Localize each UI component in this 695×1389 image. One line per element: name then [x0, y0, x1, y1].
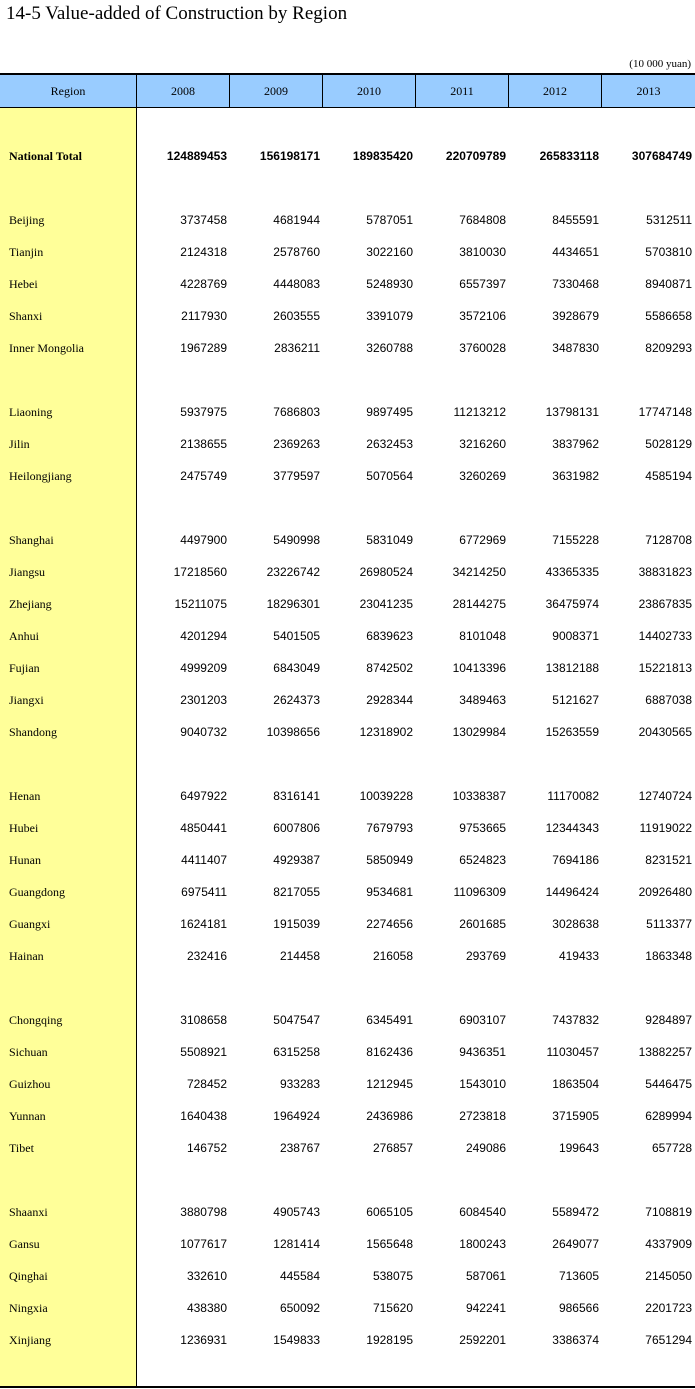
- value-cell-2011: 220709789: [445, 149, 506, 163]
- value-cell-2009: 8316141: [273, 789, 320, 803]
- region-name: Ningxia: [9, 1300, 48, 1315]
- value-cell-2010: 216058: [372, 949, 413, 963]
- table-row: [0, 780, 695, 812]
- value-cell-2012: 986566: [558, 1301, 599, 1315]
- value-cell-2011: 9436351: [459, 1045, 506, 1059]
- value-cell-2010: 5070564: [366, 469, 413, 483]
- value-cell-2013: 11919022: [639, 821, 692, 835]
- table-row: [0, 812, 695, 844]
- value-cell-2009: 7686803: [273, 405, 320, 419]
- value-cell-2009: 3779597: [273, 469, 320, 483]
- value-cell-2010: 7679793: [366, 821, 413, 835]
- table-row: [0, 588, 695, 620]
- value-cell-2008: 3737458: [180, 213, 227, 227]
- value-cell-2010: 5787051: [366, 213, 413, 227]
- region-name: Sichuan: [9, 1044, 48, 1059]
- region-name: Hainan: [9, 948, 44, 963]
- table-row: [0, 460, 695, 492]
- value-cell-2008: 2138655: [180, 437, 227, 451]
- value-cell-2008: 2117930: [181, 309, 227, 323]
- region-name: Shandong: [9, 724, 57, 739]
- value-cell-2010: 3022160: [366, 245, 413, 259]
- value-cell-2013: 5312511: [646, 213, 692, 227]
- value-cell-2008: 6975411: [181, 885, 227, 899]
- table-row: [0, 1260, 695, 1292]
- table-row: [0, 940, 695, 972]
- region-name: Jiangxi: [9, 692, 44, 707]
- table-row: [0, 684, 695, 716]
- value-cell-2013: 7128708: [645, 533, 692, 547]
- value-cell-2009: 23226742: [266, 565, 320, 579]
- value-cell-2008: 2301203: [180, 693, 227, 707]
- value-cell-2012: 3631982: [552, 469, 599, 483]
- value-cell-2012: 7330468: [552, 277, 599, 291]
- column-header-2012: 2012: [509, 75, 602, 108]
- value-cell-2010: 6345491: [366, 1013, 413, 1027]
- value-cell-2013: 14402733: [638, 629, 692, 643]
- value-cell-2008: 1077617: [180, 1237, 227, 1251]
- value-cell-2013: 307684749: [631, 149, 692, 163]
- value-cell-2010: 6839623: [366, 629, 413, 643]
- region-name: Fujian: [9, 660, 40, 675]
- value-cell-2009: 1964924: [273, 1109, 320, 1123]
- value-cell-2011: 293769: [465, 949, 506, 963]
- table-row: [0, 652, 695, 684]
- value-cell-2008: 4411407: [181, 853, 227, 867]
- bottom-rule: [0, 1386, 695, 1388]
- value-cell-2008: 5508921: [180, 1045, 227, 1059]
- value-cell-2013: 13882257: [638, 1045, 692, 1059]
- region-name: Anhui: [9, 628, 39, 643]
- region-name: Shanxi: [9, 308, 43, 323]
- value-cell-2010: 9897495: [366, 405, 413, 419]
- value-cell-2009: 4929387: [273, 853, 320, 867]
- value-cell-2008: 9040732: [180, 725, 227, 739]
- region-name: National Total: [9, 148, 83, 163]
- value-cell-2009: 6007806: [273, 821, 320, 835]
- value-cell-2011: 2592201: [459, 1333, 506, 1347]
- value-cell-2013: 15221813: [638, 661, 692, 675]
- value-cell-2010: 3260788: [366, 341, 413, 355]
- value-cell-2008: 438380: [186, 1301, 227, 1315]
- value-cell-2009: 5047547: [273, 1013, 320, 1027]
- value-cell-2010: 2274656: [366, 917, 413, 931]
- column-header-2010: 2010: [323, 75, 416, 108]
- value-cell-2011: 13029984: [452, 725, 506, 739]
- table-row: [0, 556, 695, 588]
- region-name: Tibet: [9, 1140, 34, 1155]
- region-name: Shaanxi: [9, 1204, 48, 1219]
- column-header-2008: 2008: [137, 75, 230, 108]
- value-cell-2009: 933283: [279, 1077, 320, 1091]
- value-cell-2008: 4999209: [180, 661, 227, 675]
- value-cell-2008: 17218560: [173, 565, 227, 579]
- value-cell-2011: 3760028: [459, 341, 506, 355]
- value-cell-2012: 7694186: [552, 853, 599, 867]
- value-cell-2012: 1863504: [552, 1077, 599, 1091]
- value-cell-2012: 14496424: [545, 885, 599, 899]
- value-cell-2008: 1640438: [180, 1109, 227, 1123]
- value-cell-2013: 5703810: [645, 245, 692, 259]
- value-cell-2013: 1863348: [645, 949, 692, 963]
- table-row: [0, 332, 695, 364]
- table-row: [0, 620, 695, 652]
- table-row: [0, 396, 695, 428]
- value-cell-2010: 3391079: [366, 309, 413, 323]
- value-cell-2012: 4434651: [552, 245, 599, 259]
- value-cell-2011: 3572106: [459, 309, 506, 323]
- table-row: [0, 1068, 695, 1100]
- value-cell-2008: 4228769: [180, 277, 227, 291]
- table-row: [0, 1196, 695, 1228]
- value-cell-2008: 4497900: [180, 533, 227, 547]
- value-cell-2010: 715620: [372, 1301, 413, 1315]
- table-row: [0, 1100, 695, 1132]
- region-name: Henan: [9, 788, 41, 803]
- region-name: Shanghai: [9, 532, 54, 547]
- value-cell-2008: 3880798: [180, 1205, 227, 1219]
- value-cell-2013: 2201723: [645, 1301, 692, 1315]
- value-cell-2009: 1915039: [273, 917, 320, 931]
- value-cell-2009: 1281414: [273, 1237, 320, 1251]
- value-cell-2011: 3810030: [459, 245, 506, 259]
- column-header-2009: 2009: [230, 75, 323, 108]
- value-cell-2012: 11170082: [547, 789, 599, 803]
- value-cell-2011: 3216260: [459, 437, 506, 451]
- table-row: [0, 204, 695, 236]
- value-cell-2011: 6084540: [459, 1205, 506, 1219]
- value-cell-2009: 2578760: [273, 245, 320, 259]
- region-name: Jilin: [9, 436, 30, 451]
- value-cell-2008: 1967289: [180, 341, 227, 355]
- value-cell-2013: 6887038: [645, 693, 692, 707]
- value-cell-2011: 10338387: [452, 789, 506, 803]
- value-cell-2011: 6903107: [459, 1013, 506, 1027]
- value-cell-2013: 4585194: [645, 469, 692, 483]
- value-cell-2009: 10398656: [266, 725, 320, 739]
- table-row: [0, 268, 695, 300]
- value-cell-2011: 10413396: [452, 661, 506, 675]
- value-cell-2012: 11030457: [546, 1045, 599, 1059]
- value-cell-2013: 7108819: [645, 1205, 692, 1219]
- value-cell-2013: 12740724: [638, 789, 692, 803]
- value-cell-2010: 2436986: [366, 1109, 413, 1123]
- value-cell-2013: 9284897: [645, 1013, 692, 1027]
- value-cell-2012: 713605: [558, 1269, 599, 1283]
- value-cell-2012: 7155228: [552, 533, 599, 547]
- value-cell-2008: 1624181: [180, 917, 227, 931]
- value-cell-2011: 11096309: [453, 885, 506, 899]
- region-name: Guangdong: [9, 884, 65, 899]
- value-cell-2010: 1565648: [366, 1237, 413, 1251]
- value-cell-2010: 12318902: [359, 725, 413, 739]
- value-cell-2009: 214458: [279, 949, 320, 963]
- region-name: Hunan: [9, 852, 41, 867]
- value-cell-2012: 2649077: [552, 1237, 599, 1251]
- value-cell-2011: 1800243: [459, 1237, 506, 1251]
- value-cell-2008: 124889453: [166, 149, 227, 163]
- unit-label: (10 000 yuan): [629, 58, 691, 70]
- header-rule: [0, 107, 695, 108]
- value-cell-2010: 2928344: [366, 693, 413, 707]
- value-cell-2009: 1549833: [273, 1333, 320, 1347]
- value-cell-2013: 6289994: [645, 1109, 692, 1123]
- value-cell-2012: 7437832: [552, 1013, 599, 1027]
- table-row: [0, 1036, 695, 1068]
- value-cell-2010: 1928195: [366, 1333, 413, 1347]
- value-cell-2008: 2475749: [180, 469, 227, 483]
- value-cell-2011: 3489463: [459, 693, 506, 707]
- value-cell-2012: 43365335: [545, 565, 599, 579]
- value-cell-2010: 5831049: [366, 533, 413, 547]
- region-name: Guizhou: [9, 1076, 51, 1091]
- value-cell-2012: 419433: [558, 949, 599, 963]
- value-cell-2011: 1543010: [459, 1077, 506, 1091]
- value-cell-2008: 2124318: [180, 245, 227, 259]
- value-cell-2009: 238767: [279, 1141, 320, 1155]
- column-header-2013: 2013: [636, 84, 661, 98]
- value-cell-2011: 11213212: [453, 405, 506, 419]
- value-cell-2011: 34214250: [452, 565, 506, 579]
- value-cell-2009: 4448083: [273, 277, 320, 291]
- value-cell-2012: 15263559: [545, 725, 599, 739]
- table-row: [0, 428, 695, 460]
- value-cell-2008: 1236931: [180, 1333, 227, 1347]
- region-name: Yunnan: [9, 1108, 46, 1123]
- value-cell-2009: 4681944: [273, 213, 320, 227]
- value-cell-2011: 9753665: [459, 821, 506, 835]
- value-cell-2009: 2369263: [273, 437, 320, 451]
- value-cell-2009: 2836211: [274, 341, 320, 355]
- value-cell-2013: 2145050: [645, 1269, 692, 1283]
- value-cell-2013: 23867835: [638, 597, 692, 611]
- value-cell-2010: 26980524: [359, 565, 413, 579]
- column-header-region: Region: [0, 75, 137, 108]
- value-cell-2012: 36475974: [545, 597, 599, 611]
- value-cell-2008: 4201294: [180, 629, 227, 643]
- value-cell-2012: 265833118: [539, 149, 599, 163]
- value-cell-2009: 5490998: [273, 533, 320, 547]
- value-cell-2011: 249086: [465, 1141, 506, 1155]
- region-name: Hubei: [9, 820, 39, 835]
- value-cell-2012: 3715905: [552, 1109, 599, 1123]
- value-cell-2008: 5937975: [180, 405, 227, 419]
- value-cell-2011: 7684808: [459, 213, 506, 227]
- value-cell-2010: 8742502: [366, 661, 413, 675]
- value-cell-2009: 4905743: [273, 1205, 320, 1219]
- region-name: Liaoning: [9, 404, 53, 419]
- value-cell-2013: 8209293: [645, 341, 692, 355]
- table-row: [0, 1324, 695, 1356]
- table-row: [0, 716, 695, 748]
- value-cell-2009: 6315258: [273, 1045, 320, 1059]
- value-cell-2008: 4850441: [180, 821, 227, 835]
- table-row: [0, 524, 695, 556]
- table-title: 14-5 Value-added of Construction by Region: [6, 3, 348, 24]
- value-cell-2010: 2632453: [366, 437, 413, 451]
- value-cell-2009: 650092: [279, 1301, 320, 1315]
- value-cell-2009: 18296301: [266, 597, 320, 611]
- region-name: Xinjiang: [9, 1332, 51, 1347]
- value-cell-2013: 5586658: [645, 309, 692, 323]
- value-cell-2008: 6497922: [180, 789, 227, 803]
- value-cell-2013: 8231521: [645, 853, 692, 867]
- value-cell-2013: 5446475: [645, 1077, 692, 1091]
- value-cell-2013: 4337909: [645, 1237, 692, 1251]
- table-row: [0, 844, 695, 876]
- value-cell-2010: 10039228: [359, 789, 413, 803]
- value-cell-2010: 189835420: [352, 149, 413, 163]
- value-cell-2011: 6557397: [459, 277, 506, 291]
- region-name: Gansu: [9, 1236, 40, 1251]
- value-cell-2009: 2624373: [273, 693, 320, 707]
- value-cell-2012: 12344343: [545, 821, 599, 835]
- value-cell-2008: 146752: [186, 1141, 227, 1155]
- table-row: [0, 1292, 695, 1324]
- region-name: Inner Mongolia: [9, 340, 84, 355]
- value-cell-2009: 8217055: [273, 885, 320, 899]
- value-cell-2013: 8940871: [645, 277, 692, 291]
- table-row: [0, 1132, 695, 1164]
- value-cell-2013: 20430565: [638, 725, 692, 739]
- table-row: [0, 908, 695, 940]
- value-cell-2009: 156198171: [259, 149, 320, 163]
- value-cell-2012: 13798131: [545, 405, 599, 419]
- table-row: [0, 1004, 695, 1036]
- value-cell-2013: 20926480: [638, 885, 692, 899]
- region-name: Hebei: [9, 276, 38, 291]
- value-cell-2009: 6843049: [273, 661, 320, 675]
- region-name: Chongqing: [9, 1012, 63, 1027]
- value-cell-2012: 9008371: [552, 629, 599, 643]
- value-cell-2013: 657728: [651, 1141, 692, 1155]
- column-header-2011: 2011: [416, 75, 509, 108]
- table-row: [0, 236, 695, 268]
- region-name: Heilongjiang: [9, 468, 72, 483]
- value-cell-2008: 3108658: [180, 1013, 227, 1027]
- value-cell-2012: 5589472: [552, 1205, 599, 1219]
- value-cell-2011: 587061: [465, 1269, 506, 1283]
- region-name: Tianjin: [9, 244, 44, 259]
- value-cell-2012: 3386374: [552, 1333, 599, 1347]
- national-total-row: [0, 140, 695, 172]
- value-cell-2010: 5850949: [366, 853, 413, 867]
- value-cell-2011: 8101048: [459, 629, 506, 643]
- value-cell-2012: 5121627: [552, 693, 599, 707]
- value-cell-2009: 445584: [279, 1269, 320, 1283]
- value-cell-2009: 5401505: [273, 629, 320, 643]
- value-cell-2009: 2603555: [273, 309, 320, 323]
- value-cell-2012: 13812188: [545, 661, 599, 675]
- column-header-row: [0, 75, 695, 108]
- value-cell-2011: 6524823: [459, 853, 506, 867]
- value-cell-2010: 6065105: [366, 1205, 413, 1219]
- value-cell-2011: 28144275: [452, 597, 506, 611]
- region-name: Guangxi: [9, 916, 51, 931]
- value-cell-2011: 6772969: [459, 533, 506, 547]
- value-cell-2013: 7651294: [645, 1333, 692, 1347]
- value-cell-2012: 3487830: [552, 341, 599, 355]
- region-name: Jiangsu: [9, 564, 45, 579]
- region-name: Zhejiang: [9, 596, 52, 611]
- value-cell-2013: 5113377: [646, 917, 692, 931]
- value-cell-2008: 332610: [186, 1269, 227, 1283]
- table-row: [0, 876, 695, 908]
- value-cell-2010: 538075: [372, 1269, 413, 1283]
- value-cell-2008: 232416: [186, 949, 227, 963]
- value-cell-2012: 3928679: [552, 309, 599, 323]
- region-name: Beijing: [9, 212, 45, 227]
- value-cell-2010: 5248930: [366, 277, 413, 291]
- table-row: [0, 1228, 695, 1260]
- value-cell-2011: 942241: [465, 1301, 506, 1315]
- value-cell-2010: 23041235: [359, 597, 413, 611]
- value-cell-2011: 2601685: [459, 917, 506, 931]
- table-row: [0, 300, 695, 332]
- value-cell-2010: 8162436: [366, 1045, 413, 1059]
- value-cell-2012: 8455591: [552, 213, 599, 227]
- value-cell-2010: 276857: [372, 1141, 413, 1155]
- region-name: Qinghai: [9, 1268, 48, 1283]
- value-cell-2010: 9534681: [366, 885, 413, 899]
- value-cell-2013: 38831823: [638, 565, 692, 579]
- value-cell-2012: 199643: [558, 1141, 599, 1155]
- value-cell-2010: 1212945: [366, 1077, 413, 1091]
- value-cell-2008: 728452: [186, 1077, 227, 1091]
- value-cell-2013: 5028129: [645, 437, 692, 451]
- value-cell-2012: 3837962: [552, 437, 599, 451]
- value-cell-2011: 3260269: [459, 469, 506, 483]
- value-cell-2012: 3028638: [552, 917, 599, 931]
- value-cell-2013: 17747148: [638, 405, 692, 419]
- value-cell-2011: 2723818: [459, 1109, 506, 1123]
- value-cell-2008: 15211075: [174, 597, 227, 611]
